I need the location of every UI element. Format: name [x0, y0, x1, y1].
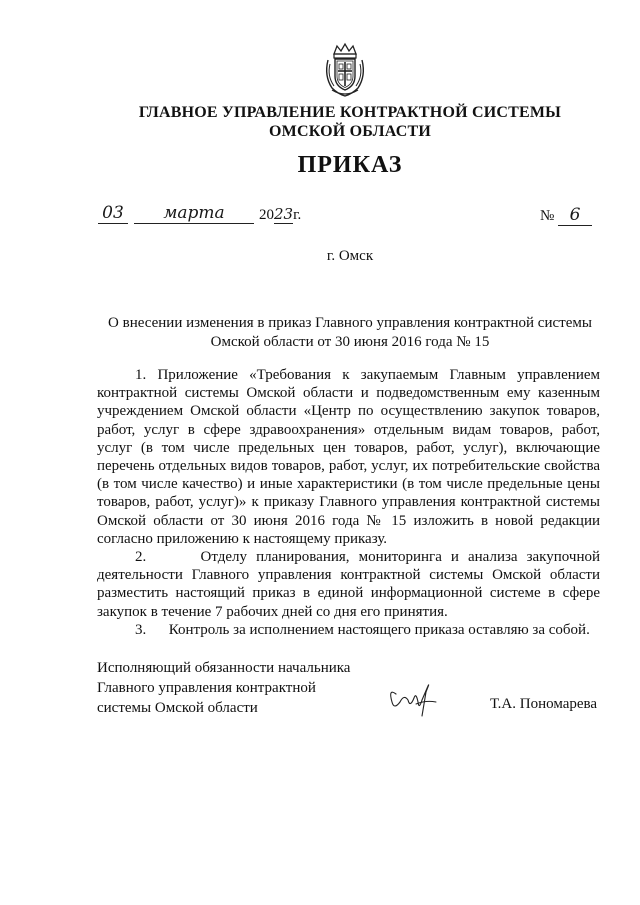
- signatory-line-2: Главного управления контрактной: [97, 680, 316, 696]
- subject-line-1: О внесении изменения в приказ Главного управления контрактной системы: [108, 315, 592, 331]
- year-prefix: 20: [259, 207, 274, 223]
- handwritten-signature-icon: [382, 680, 444, 722]
- omsk-coat-of-arms-icon: [322, 42, 368, 98]
- document-body: [97, 366, 604, 639]
- document-number: [540, 205, 592, 226]
- org-name-line-1: ГЛАВНОЕ УПРАВЛЕНИЕ КОНТРАКТНОЙ СИСТЕМЫ: [138, 104, 562, 121]
- document-type-title: ПРИКАЗ: [297, 152, 403, 178]
- year-end: г.: [293, 207, 302, 223]
- paragraph-3: 3. Контроль за исполнением настоящего приказа оставляю за собой.: [135, 621, 590, 638]
- paragraph-2: 2. Отделу планирования, мониторинга и анализа закупочной деятельности Главного управления контрактной системы Омской области разместить настоящий приказ в единой информационной системе в сфере закупок в течение 7 рабочих дней со дня его принятия.: [97, 549, 604, 620]
- subject-line-2: Омской области от 30 июня 2016 года № 15: [210, 334, 490, 350]
- date-day: 03: [98, 203, 128, 224]
- number-label: №: [540, 208, 555, 224]
- date-year: [259, 205, 301, 224]
- signatory-name: Т.А. Пономарева: [490, 696, 598, 712]
- signatory-line-3: системы Омской области: [97, 700, 258, 716]
- signatory-title: [97, 658, 350, 718]
- date-month: марта: [134, 203, 254, 224]
- signatory-line-1: Исполняющий обязанности начальника: [97, 660, 351, 676]
- paragraph-1: 1. Приложение «Требования к закупаемым Главным управлением контрактной системы Омской области и подведомственным ему казенным учреждением Омской области «Центр по осуществлению закупок товаров, работ, услуг в сфере здравоохранения» отдельным видам товаров, работ, услуг (в том числе предельных цен товаров, работ, услуг), включающие перечень отдельных видов товаров, работ, услуг, их потребительские свойства (в том числе качество) и иные характеристики (в том числе предельные цены товаров, работ, услуг)» к приказу Главного управления контрактной системы Омской области от 30 июня 2016 года № 15 изложить в новой редакции согласно приложению к настоящему приказу.: [97, 367, 600, 547]
- document-subject: [95, 314, 605, 352]
- number-value: 6: [558, 205, 592, 226]
- year-suffix: 23: [274, 205, 294, 223]
- org-name-line-2: ОМСКОЙ ОБЛАСТИ: [269, 123, 431, 140]
- city: г. Омск: [326, 248, 374, 264]
